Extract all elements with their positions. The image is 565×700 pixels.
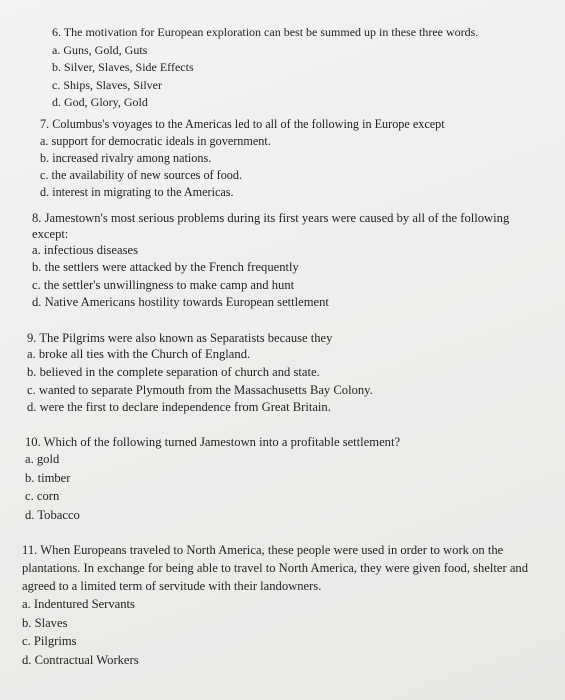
question-6 (52, 24, 478, 112)
choice-a: a. infectious diseases (32, 243, 138, 257)
choice-b: b. Slaves (22, 615, 68, 630)
choice-d: d. interest in migrating to the Americas. (40, 185, 234, 199)
choice-a: a. Indentured Servants (22, 597, 135, 611)
choice-a: a. broke all ties with the Church of England. (27, 347, 251, 361)
choice-a: a. gold (25, 452, 60, 466)
question-text: 6. The motivation for European exploration can best be summed up in these three words. (52, 25, 479, 39)
choice-d: d. Native Americans hostility towards European settlement (32, 294, 329, 309)
choice-c: c. wanted to separate Plymouth from the Massachusetts Bay Colony. (27, 382, 373, 397)
choice-a: a. support for democratic ideals in government. (40, 134, 271, 148)
choice-c: c. Ships, Slaves, Silver (52, 77, 162, 92)
choice-c: c. corn (25, 489, 60, 503)
choice-c: c. Pilgrims (22, 634, 77, 648)
choice-b: b. increased rivalry among nations. (40, 151, 212, 165)
question-8 (32, 210, 537, 311)
choice-b: b. the settlers were attacked by the French frequently (32, 260, 299, 275)
question-11 (22, 541, 552, 669)
choice-b: b. timber (25, 470, 71, 485)
question-text: 7. Columbus's voyages to the Americas led to all of the following in Europe except (40, 117, 445, 131)
choice-c: c. the settler's unwillingness to make camp and hunt (32, 277, 295, 292)
choice-d: d. were the first to declare independence from Great Britain. (27, 400, 331, 415)
choice-d: d. Contractual Workers (22, 652, 139, 667)
question-text: 10. Which of the following turned Jamestown into a profitable settlement? (25, 435, 401, 449)
question-10 (25, 434, 400, 524)
question-7 (40, 116, 445, 201)
question-text: 11. When Europeans traveled to North America, these people were used in order to work on the plantations. In exchange for being able to travel to North America, they were given food, shelter and agreed to a limited term of servitude with their landowners. (22, 543, 529, 593)
question-text: 9. The Pilgrims were also known as Separatists because they (27, 331, 333, 345)
question-9 (27, 330, 373, 417)
choice-a: a. Guns, Gold, Guts (52, 42, 148, 57)
choice-d: d. God, Glory, Gold (52, 95, 148, 109)
choice-d: d. Tobacco (25, 507, 80, 522)
question-text: 8. Jamestown's most serious problems during its first years were caused by all of the following except: (32, 211, 510, 241)
choice-b: b. Silver, Slaves, Side Effects (52, 60, 194, 74)
choice-c: c. the availability of new sources of food. (40, 168, 243, 182)
choice-b: b. believed in the complete separation of church and state. (27, 364, 320, 379)
